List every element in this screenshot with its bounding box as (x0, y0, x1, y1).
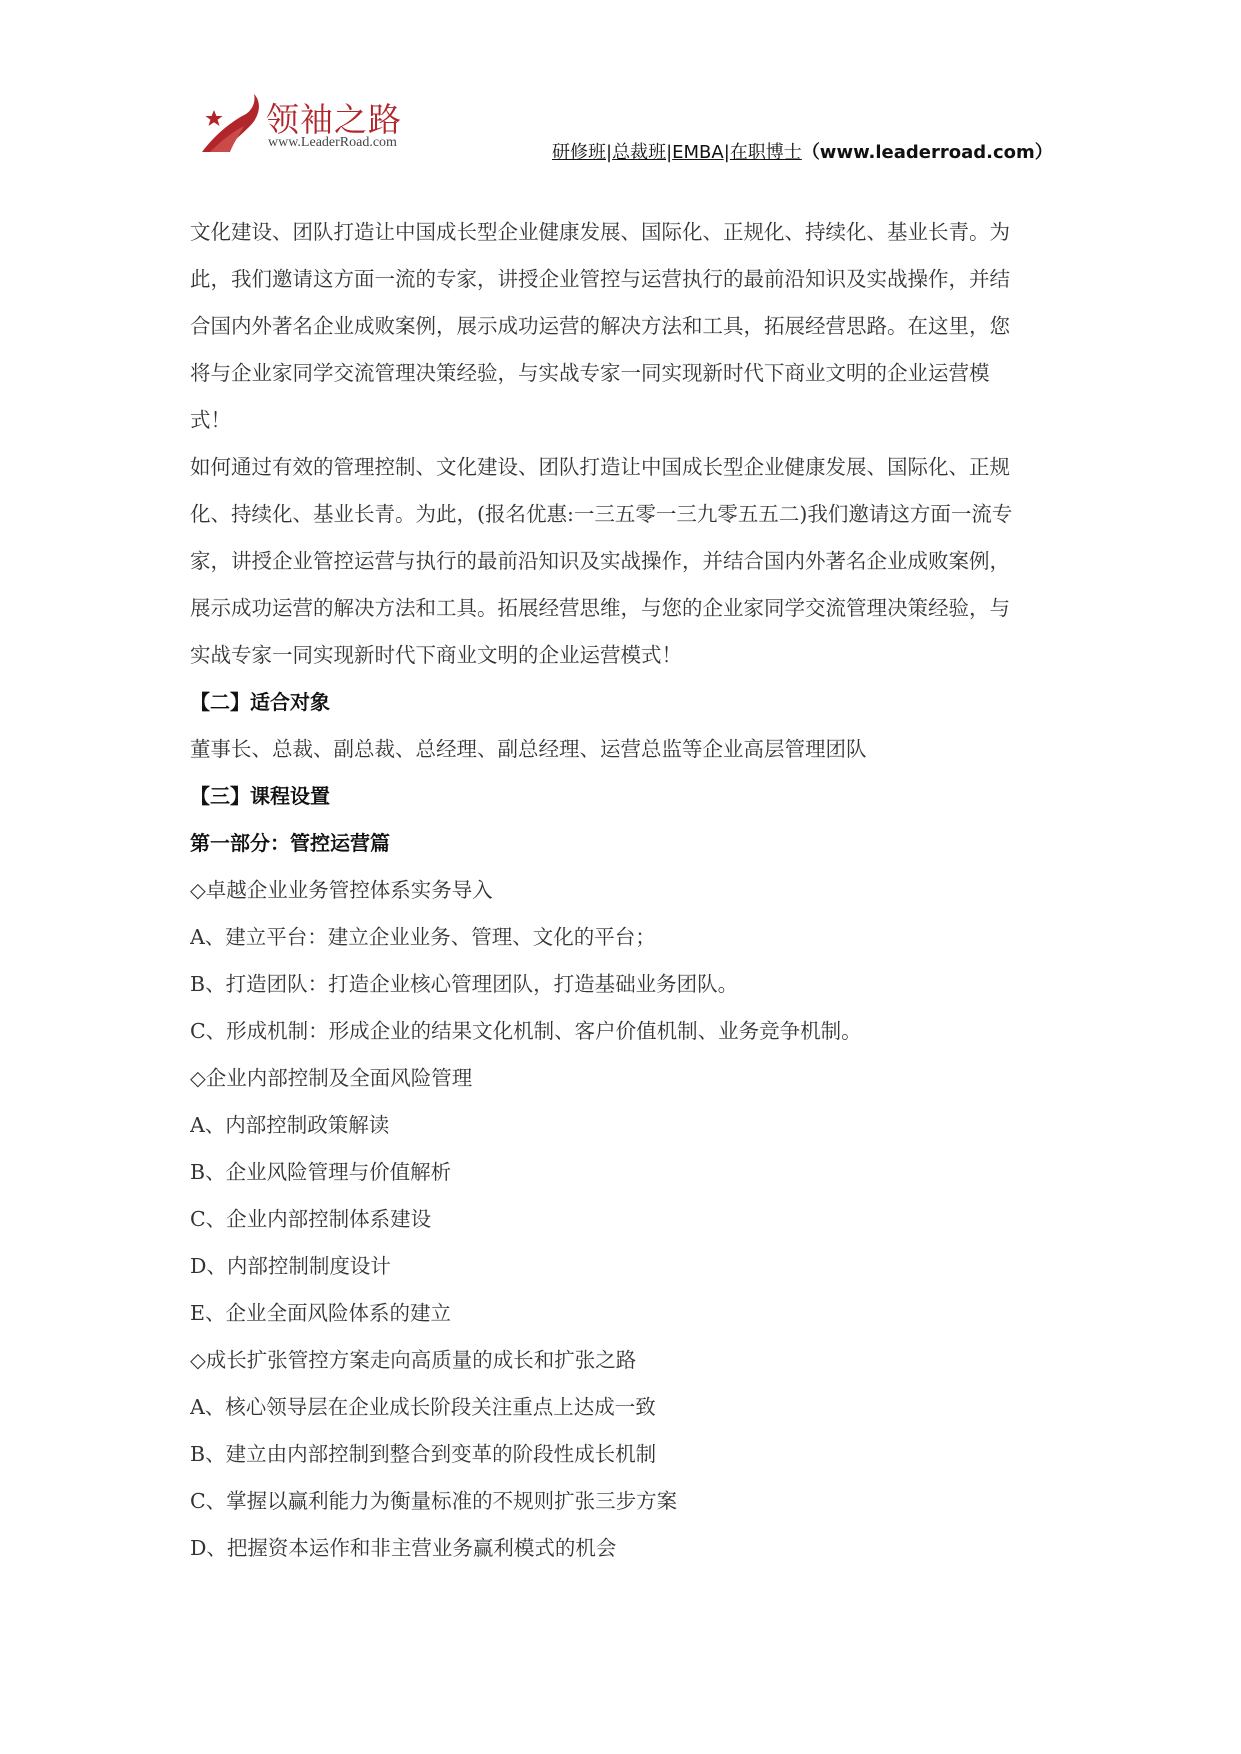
nav-separator: | (606, 142, 613, 163)
module-title: ◇卓越企业业务管控体系实务导入 (190, 878, 493, 902)
paragraph-intro (190, 209, 1060, 444)
module-business-control (190, 867, 1060, 1055)
list-item: D、内部控制制度设计 (190, 1254, 391, 1278)
text-line: 合国内外著名企业成败案例，展示成功运营的解决方法和工具，拓展经营思路。在这里，您 (190, 314, 1010, 338)
text-line: 将与企业家同学交流管理决策经验，与实战专家一同实现新时代下商业文明的企业运营模 (190, 361, 990, 385)
text-line: 展示成功运营的解决方法和工具。拓展经营思维，与您的企业家同学交流管理决策经验，与 (190, 596, 1010, 620)
list-item: B、建立由内部控制到整合到变革的阶段性成长机制 (190, 1442, 657, 1466)
section-heading-audience: 【二】适合对象 (190, 690, 330, 714)
nav-link-training[interactable]: 研修班 (552, 142, 606, 163)
logo-emblem-icon (200, 92, 266, 154)
nav-separator: | (666, 142, 673, 163)
text-line: 实战专家一同实现新时代下商业文明的企业运营模式！ (190, 643, 682, 667)
module-growth-expansion (190, 1337, 1060, 1572)
list-item: C、企业内部控制体系建设 (190, 1207, 432, 1231)
list-item: E、企业全面风险体系的建立 (190, 1301, 451, 1325)
module-title: ◇企业内部控制及全面风险管理 (190, 1066, 473, 1090)
paragraph-enrollment (190, 444, 1060, 679)
text-line: 家，讲授企业管控运营与执行的最前沿知识及实战操作，并结合国内外著名企业成败案例， (190, 549, 1010, 573)
nav-link-doctorate[interactable]: 在职博士 (729, 142, 802, 163)
text-line: 化、持续化、基业长青。为此，(报名优惠:一三五零一三九零五五二)我们邀请这方面一流专 (190, 502, 1013, 526)
header-nav (552, 138, 1053, 164)
site-url: （www.leaderroad.com） (801, 142, 1053, 163)
section-heading-curriculum: 【三】课程设置 (190, 784, 330, 808)
nav-separator: | (723, 142, 730, 163)
page-header (0, 0, 1241, 170)
document-body (190, 209, 1060, 1572)
text-line: 此，我们邀请这方面一流的专家，讲授企业管控与运营执行的最前沿知识及实战操作，并结 (190, 267, 1010, 291)
text-line: 式！ (190, 408, 231, 432)
list-item: B、打造团队：打造企业核心管理团队，打造基础业务团队。 (190, 972, 739, 996)
part-heading: 第一部分：管控运营篇 (190, 831, 390, 855)
nav-link-emba[interactable]: EMBA (672, 142, 724, 163)
list-item: A、建立平台：建立企业业务、管理、文化的平台； (190, 925, 656, 949)
leaderroad-logo[interactable] (200, 92, 440, 162)
nav-link-ceo-class[interactable]: 总裁班 (612, 142, 667, 163)
module-internal-control (190, 1055, 1060, 1337)
audience-text: 董事长、总裁、副总裁、总经理、副总经理、运营总监等企业高层管理团队 (190, 737, 867, 761)
list-item: D、把握资本运作和非主营业务赢利模式的机会 (190, 1536, 617, 1560)
list-item: B、企业风险管理与价值解析 (190, 1160, 452, 1184)
text-line: 如何通过有效的管理控制、文化建设、团队打造让中国成长型企业健康发展、国际化、正规 (190, 455, 1010, 479)
list-item: C、掌握以赢利能力为衡量标准的不规则扩张三步方案 (190, 1489, 678, 1513)
logo-name: 领袖之路 (266, 100, 402, 139)
list-item: A、内部控制政策解读 (190, 1113, 390, 1137)
list-item: C、形成机制：形成企业的结果文化机制、客户价值机制、业务竞争机制。 (190, 1019, 862, 1043)
list-item: A、核心领导层在企业成长阶段关注重点上达成一致 (190, 1395, 656, 1419)
module-title: ◇成长扩张管控方案走向高质量的成长和扩张之路 (190, 1348, 637, 1372)
text-line: 文化建设、团队打造让中国成长型企业健康发展、国际化、正规化、持续化、基业长青。为 (190, 220, 1010, 244)
logo-url: www.LeaderRoad.com (268, 135, 397, 150)
